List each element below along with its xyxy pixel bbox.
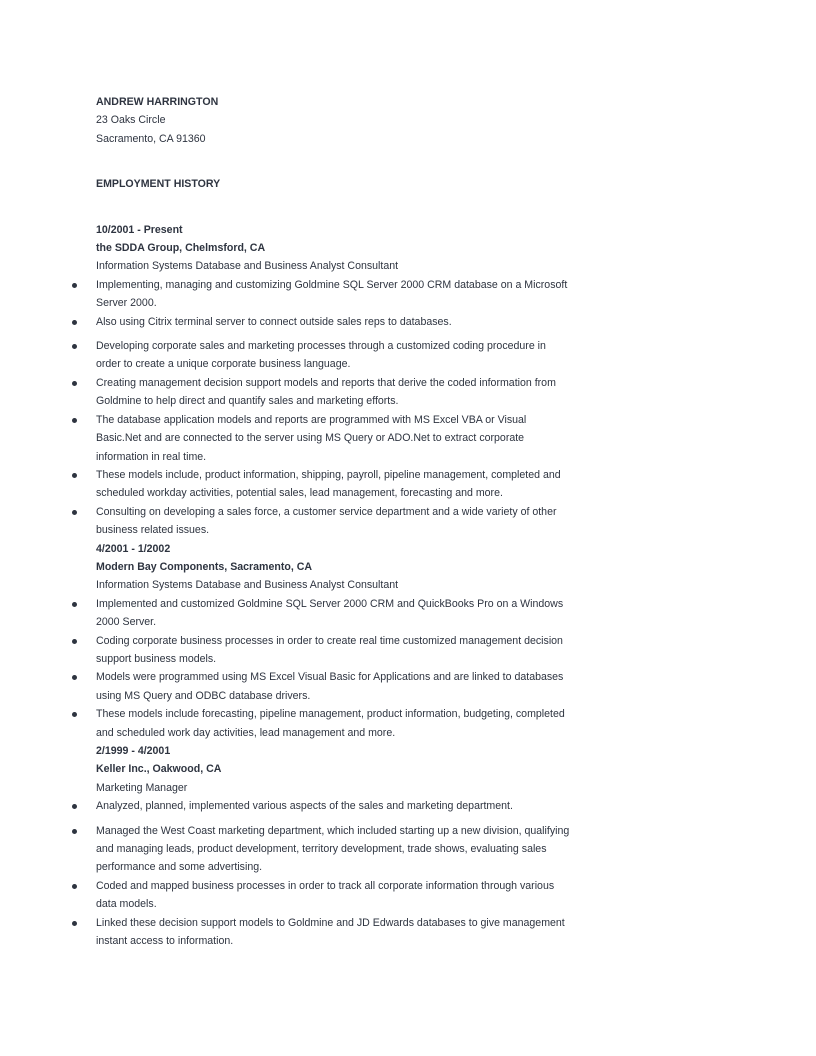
bullet-text-line: support business models. — [96, 652, 217, 665]
resume-header — [96, 93, 576, 148]
bullet-text-line: Analyzed, planned, implemented various aspects of the sales and marketing department. — [96, 800, 513, 813]
bullet-text-line: Coded and mapped business processes in order to track all corporate information through various — [96, 879, 555, 892]
job-title: Information Systems Database and Business Analyst Consultant — [96, 579, 399, 592]
bullet-dot-icon — [72, 639, 77, 644]
job-dates: 4/2001 - 1/2002 — [96, 542, 171, 555]
bullet-dot-icon — [72, 344, 77, 349]
job-bullet-item — [96, 877, 576, 914]
bullet-dot-icon — [72, 675, 77, 680]
job-bullet-item — [96, 705, 576, 742]
bullet-text-line: business related issues. — [96, 524, 210, 537]
bullet-text-line: data models. — [96, 898, 157, 911]
job-bullet-item — [96, 411, 576, 466]
job-dates: 10/2001 - Present — [96, 223, 183, 236]
bullet-dot-icon — [72, 320, 77, 325]
bullet-dot-icon — [72, 804, 77, 809]
job-bullet-item — [96, 822, 576, 877]
resume-page — [96, 93, 576, 950]
bullet-text-line: performance and some advertising. — [96, 861, 263, 874]
bullet-text-line: Goldmine to help direct and quantify sales and marketing efforts. — [96, 395, 399, 408]
applicant-name: ANDREW HARRINGTON — [96, 96, 219, 108]
job-entry — [96, 540, 576, 742]
bullet-text-line: Managed the West Coast marketing department, which included starting up a new division, qualifying — [96, 824, 570, 837]
bullet-dot-icon — [72, 884, 77, 889]
job-company: Modern Bay Components, Sacramento, CA — [96, 560, 313, 573]
job-company: the SDDA Group, Chelmsford, CA — [96, 242, 266, 255]
spacer — [96, 148, 576, 175]
bullet-text-line: scheduled workday activities, potential sales, lead management, forecasting and more. — [96, 487, 503, 500]
job-bullet-item — [96, 276, 576, 313]
job-title: Information Systems Database and Business Analyst Consultant — [96, 260, 399, 273]
job-bullet-item — [96, 503, 576, 540]
section-title: EMPLOYMENT HISTORY — [96, 178, 221, 191]
bullet-dot-icon — [72, 602, 77, 607]
job-entry — [96, 742, 576, 950]
job-company: Keller Inc., Oakwood, CA — [96, 763, 222, 776]
bullet-text-line: using MS Query and ODBC database drivers. — [96, 689, 311, 702]
bullet-text-line: Implementing, managing and customizing Goldmine SQL Server 2000 CRM database on a Microsoft — [96, 278, 568, 291]
bullet-dot-icon — [72, 510, 77, 515]
job-bullet-list — [96, 276, 576, 540]
job-bullet-list — [96, 797, 576, 950]
bullet-dot-icon — [72, 829, 77, 834]
job-dates: 2/1999 - 4/2001 — [96, 745, 171, 757]
job-bullet-item — [96, 374, 576, 411]
address-line-2: Sacramento, CA 91360 — [96, 132, 206, 145]
bullet-text-line: Consulting on developing a sales force, a customer service department and a wide variety of other — [96, 505, 557, 518]
job-bullet-item — [96, 632, 576, 669]
bullet-text-line: and managing leads, product development, territory development, trade shows, evaluating sales — [96, 843, 547, 856]
job-title: Marketing Manager — [96, 781, 188, 794]
bullet-text-line: These models include forecasting, pipeline management, product information, budgeting, completed — [96, 708, 565, 721]
bullet-text-line: and scheduled work day activities, lead management and more. — [96, 726, 396, 739]
bullet-dot-icon — [72, 381, 77, 386]
bullet-dot-icon — [72, 712, 77, 717]
bullet-text-line: These models include, product information, shipping, payroll, pipeline management, completed and — [96, 468, 561, 481]
bullet-text-line: instant access to information. — [96, 935, 234, 948]
job-bullet-item — [96, 595, 576, 632]
job-bullet-item — [96, 466, 576, 503]
job-list — [96, 221, 576, 951]
bullet-text-line: Also using Citrix terminal server to connect outside sales reps to databases. — [96, 315, 452, 328]
job-bullet-item — [96, 313, 576, 331]
bullet-text-line: Coding corporate business processes in order to create real time customized management decision — [96, 634, 563, 647]
bullet-dot-icon — [72, 418, 77, 423]
job-bullet-list — [96, 595, 576, 742]
bullet-text-line: order to create a unique corporate business language. — [96, 358, 351, 371]
bullet-text-line: information in real time. — [96, 450, 207, 463]
job-bullet-item — [96, 797, 576, 815]
bullet-text-line: Creating management decision support models and reports that derive the coded information from — [96, 376, 556, 389]
bullet-text-line: Implemented and customized Goldmine SQL Server 2000 CRM and QuickBooks Pro on a Windows — [96, 597, 564, 610]
bullet-text-line: Developing corporate sales and marketing processes through a customized coding procedure in — [96, 340, 546, 353]
spacer — [96, 194, 576, 221]
job-bullet-item — [96, 337, 576, 374]
bullet-text-line: Linked these decision support models to Goldmine and JD Edwards databases to give management — [96, 916, 565, 929]
bullet-dot-icon — [72, 921, 77, 926]
bullet-text-line: Models were programmed using MS Excel Visual Basic for Applications and are linked to databases — [96, 671, 564, 684]
address-line-1: 23 Oaks Circle — [96, 114, 166, 127]
bullet-text-line: The database application models and reports are programmed with MS Excel VBA or Visual — [96, 413, 527, 426]
bullet-dot-icon — [72, 473, 77, 478]
job-bullet-item — [96, 914, 576, 951]
bullet-text-line: Basic.Net and are connected to the server using MS Query or ADO.Net to extract corporate — [96, 432, 525, 445]
bullet-dot-icon — [72, 283, 77, 288]
job-bullet-item — [96, 668, 576, 705]
bullet-text-line: 2000 Server. — [96, 616, 157, 629]
job-entry — [96, 221, 576, 540]
bullet-text-line: Server 2000. — [96, 297, 157, 310]
